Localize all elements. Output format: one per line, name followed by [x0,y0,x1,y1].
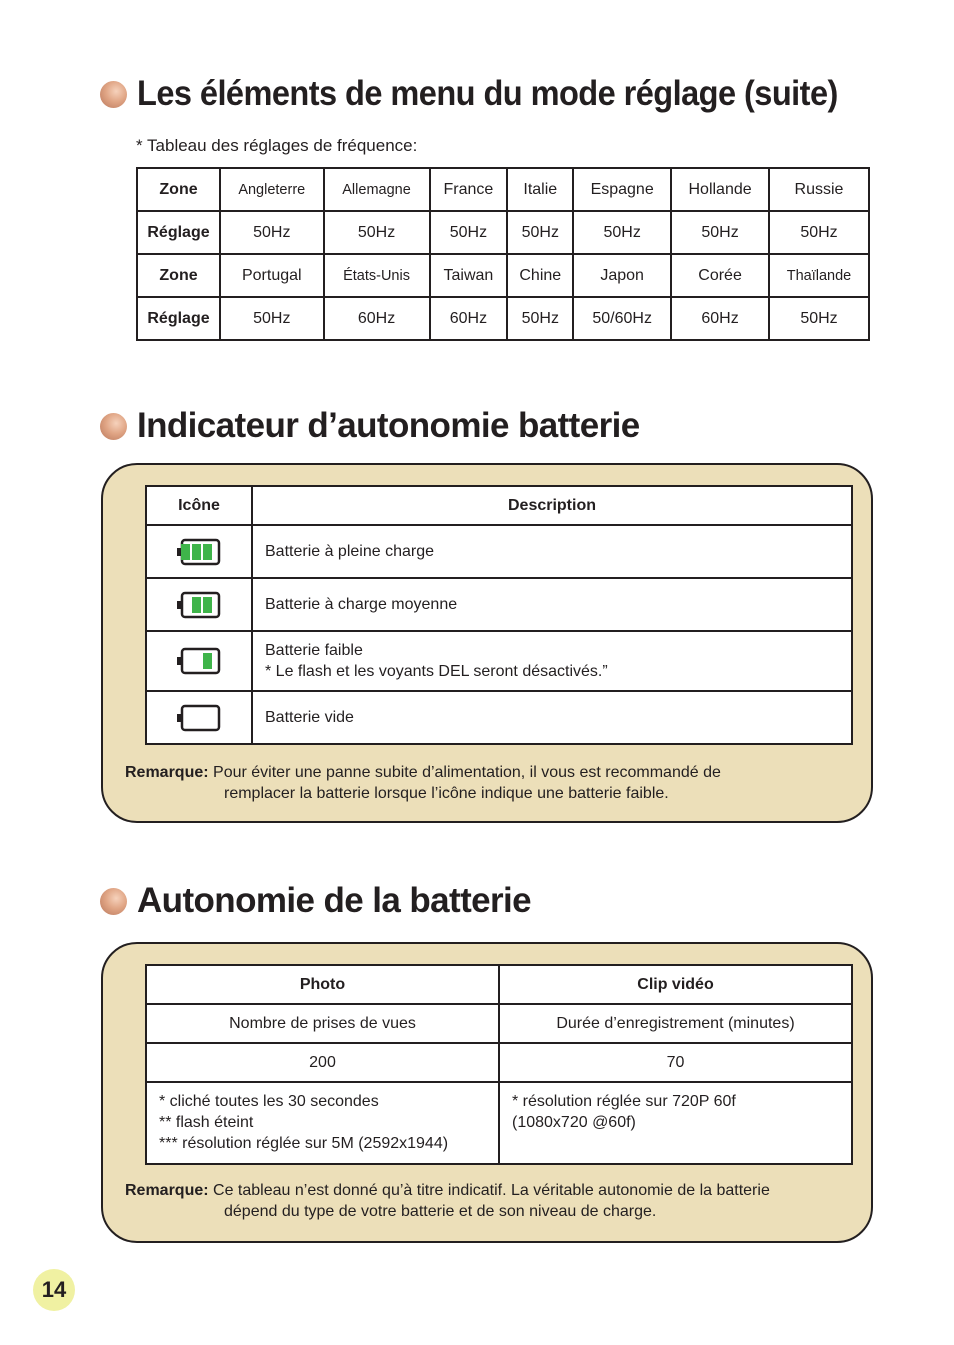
battery-indicator-remark [125,762,845,804]
table-cell: 50Hz [507,211,573,254]
section-heading-menu-settings [100,74,891,114]
remark-label: Remarque: [125,1182,209,1199]
table-cell: 50Hz [573,211,671,254]
photo-notes-cell [146,1082,499,1164]
table-row [137,254,869,297]
table-row [137,211,869,254]
table-cell: 50Hz [430,211,508,254]
table-cell: Russie [769,168,869,211]
remark-text-line2: remplacer la batterie lorsque l’icône indique une batterie faible. [224,785,669,802]
page-number: 14 [33,1269,75,1311]
note-line: *** résolution réglée sur 5M (2592x1944) [159,1135,449,1152]
battery-medium-icon [176,591,222,619]
description-line: Batterie à pleine charge [265,543,434,560]
table-cell: France [430,168,508,211]
description-cell [252,631,852,691]
table-cell: Portugal [220,254,324,297]
battery-low-icon [176,647,222,675]
table-cell: Hollande [671,168,769,211]
table-cell: Allemagne [324,168,430,211]
row-header-cell: Réglage [137,211,220,254]
table-row-values [146,1043,852,1082]
row-header-cell: Zone [137,254,220,297]
frequency-table [136,167,870,341]
table-cell: 60Hz [430,297,508,340]
battery-indicator-table [145,485,853,745]
description-line: Batterie vide [265,709,354,726]
table-cell: 50/60Hz [573,297,671,340]
note-line: ** flash éteint [159,1114,254,1131]
column-header-photo: Photo [146,965,499,1004]
photo-unit-cell: Nombre de prises de vues [146,1004,499,1043]
table-cell: 50Hz [507,297,573,340]
remark-text-line1: Pour éviter une panne subite d’alimentation, il vous est recommandé de [213,764,721,781]
table-cell: 50Hz [769,297,869,340]
table-cell: 60Hz [671,297,769,340]
section-title: Les éléments de menu du mode réglage (suite) [137,74,838,113]
table-row [137,168,869,211]
icon-cell [146,691,252,744]
table-cell: 50Hz [220,297,324,340]
remark-text-line1: Ce tableau n’est donné qu’à titre indicatif. La véritable autonomie de la batterie [213,1182,770,1199]
description-line: * Le flash et les voyants DEL seront désactivés.” [265,663,608,680]
table-row-units [146,1004,852,1043]
table-cell: 50Hz [324,211,430,254]
remark-label: Remarque: [125,764,209,781]
icon-cell [146,631,252,691]
description-line: Batterie faible [265,642,363,659]
note-line: (1080x720 @60f) [512,1114,636,1131]
table-cell: Japon [573,254,671,297]
remark-text-line2: dépend du type de votre batterie et de son niveau de charge. [224,1203,657,1220]
table-cell: Chine [507,254,573,297]
description-line: Batterie à charge moyenne [265,596,458,613]
video-notes-cell [499,1082,852,1164]
table-row [137,297,869,340]
icon-cell [146,525,252,578]
section-title: Autonomie de la batterie [137,881,531,920]
table-row [146,525,852,578]
table-row [146,631,852,691]
note-line: * cliché toutes les 30 secondes [159,1093,379,1110]
bullet-icon [100,413,127,440]
column-header-description: Description [252,486,852,525]
section-heading-battery-indicator [100,406,640,446]
table-cell: 50Hz [220,211,324,254]
table-cell: Italie [507,168,573,211]
table-cell: États-Unis [324,254,430,297]
table-cell: Espagne [573,168,671,211]
battery-life-table [145,964,853,1165]
row-header-cell: Zone [137,168,220,211]
description-cell [252,525,852,578]
video-unit-cell: Durée d’enregistrement (minutes) [499,1004,852,1043]
video-value-cell: 70 [499,1043,852,1082]
bullet-icon [100,888,127,915]
row-header-cell: Réglage [137,297,220,340]
battery-life-panel [101,942,873,1243]
table-cell: Angleterre [220,168,324,211]
section-heading-battery-life [100,881,531,921]
table-row [146,691,852,744]
table-row [146,578,852,631]
description-cell [252,691,852,744]
icon-cell [146,578,252,631]
description-cell [252,578,852,631]
bullet-icon [100,81,127,108]
column-header-video: Clip vidéo [499,965,852,1004]
table-cell: Corée [671,254,769,297]
table-row-notes [146,1082,852,1164]
table-cell: Thaïlande [769,254,869,297]
table-cell: 50Hz [671,211,769,254]
battery-empty-icon [176,704,222,732]
section-title: Indicateur d’autonomie batterie [137,406,640,445]
battery-indicator-panel [101,463,873,823]
frequency-table-intro: * Tableau des réglages de fréquence: [136,136,418,155]
battery-full-icon [176,538,222,566]
table-cell: 50Hz [769,211,869,254]
table-cell: Taiwan [430,254,508,297]
battery-life-remark [125,1180,845,1222]
photo-value-cell: 200 [146,1043,499,1082]
note-line: * résolution réglée sur 720P 60f [512,1093,736,1110]
column-header-icon: Icône [146,486,252,525]
table-cell: 60Hz [324,297,430,340]
